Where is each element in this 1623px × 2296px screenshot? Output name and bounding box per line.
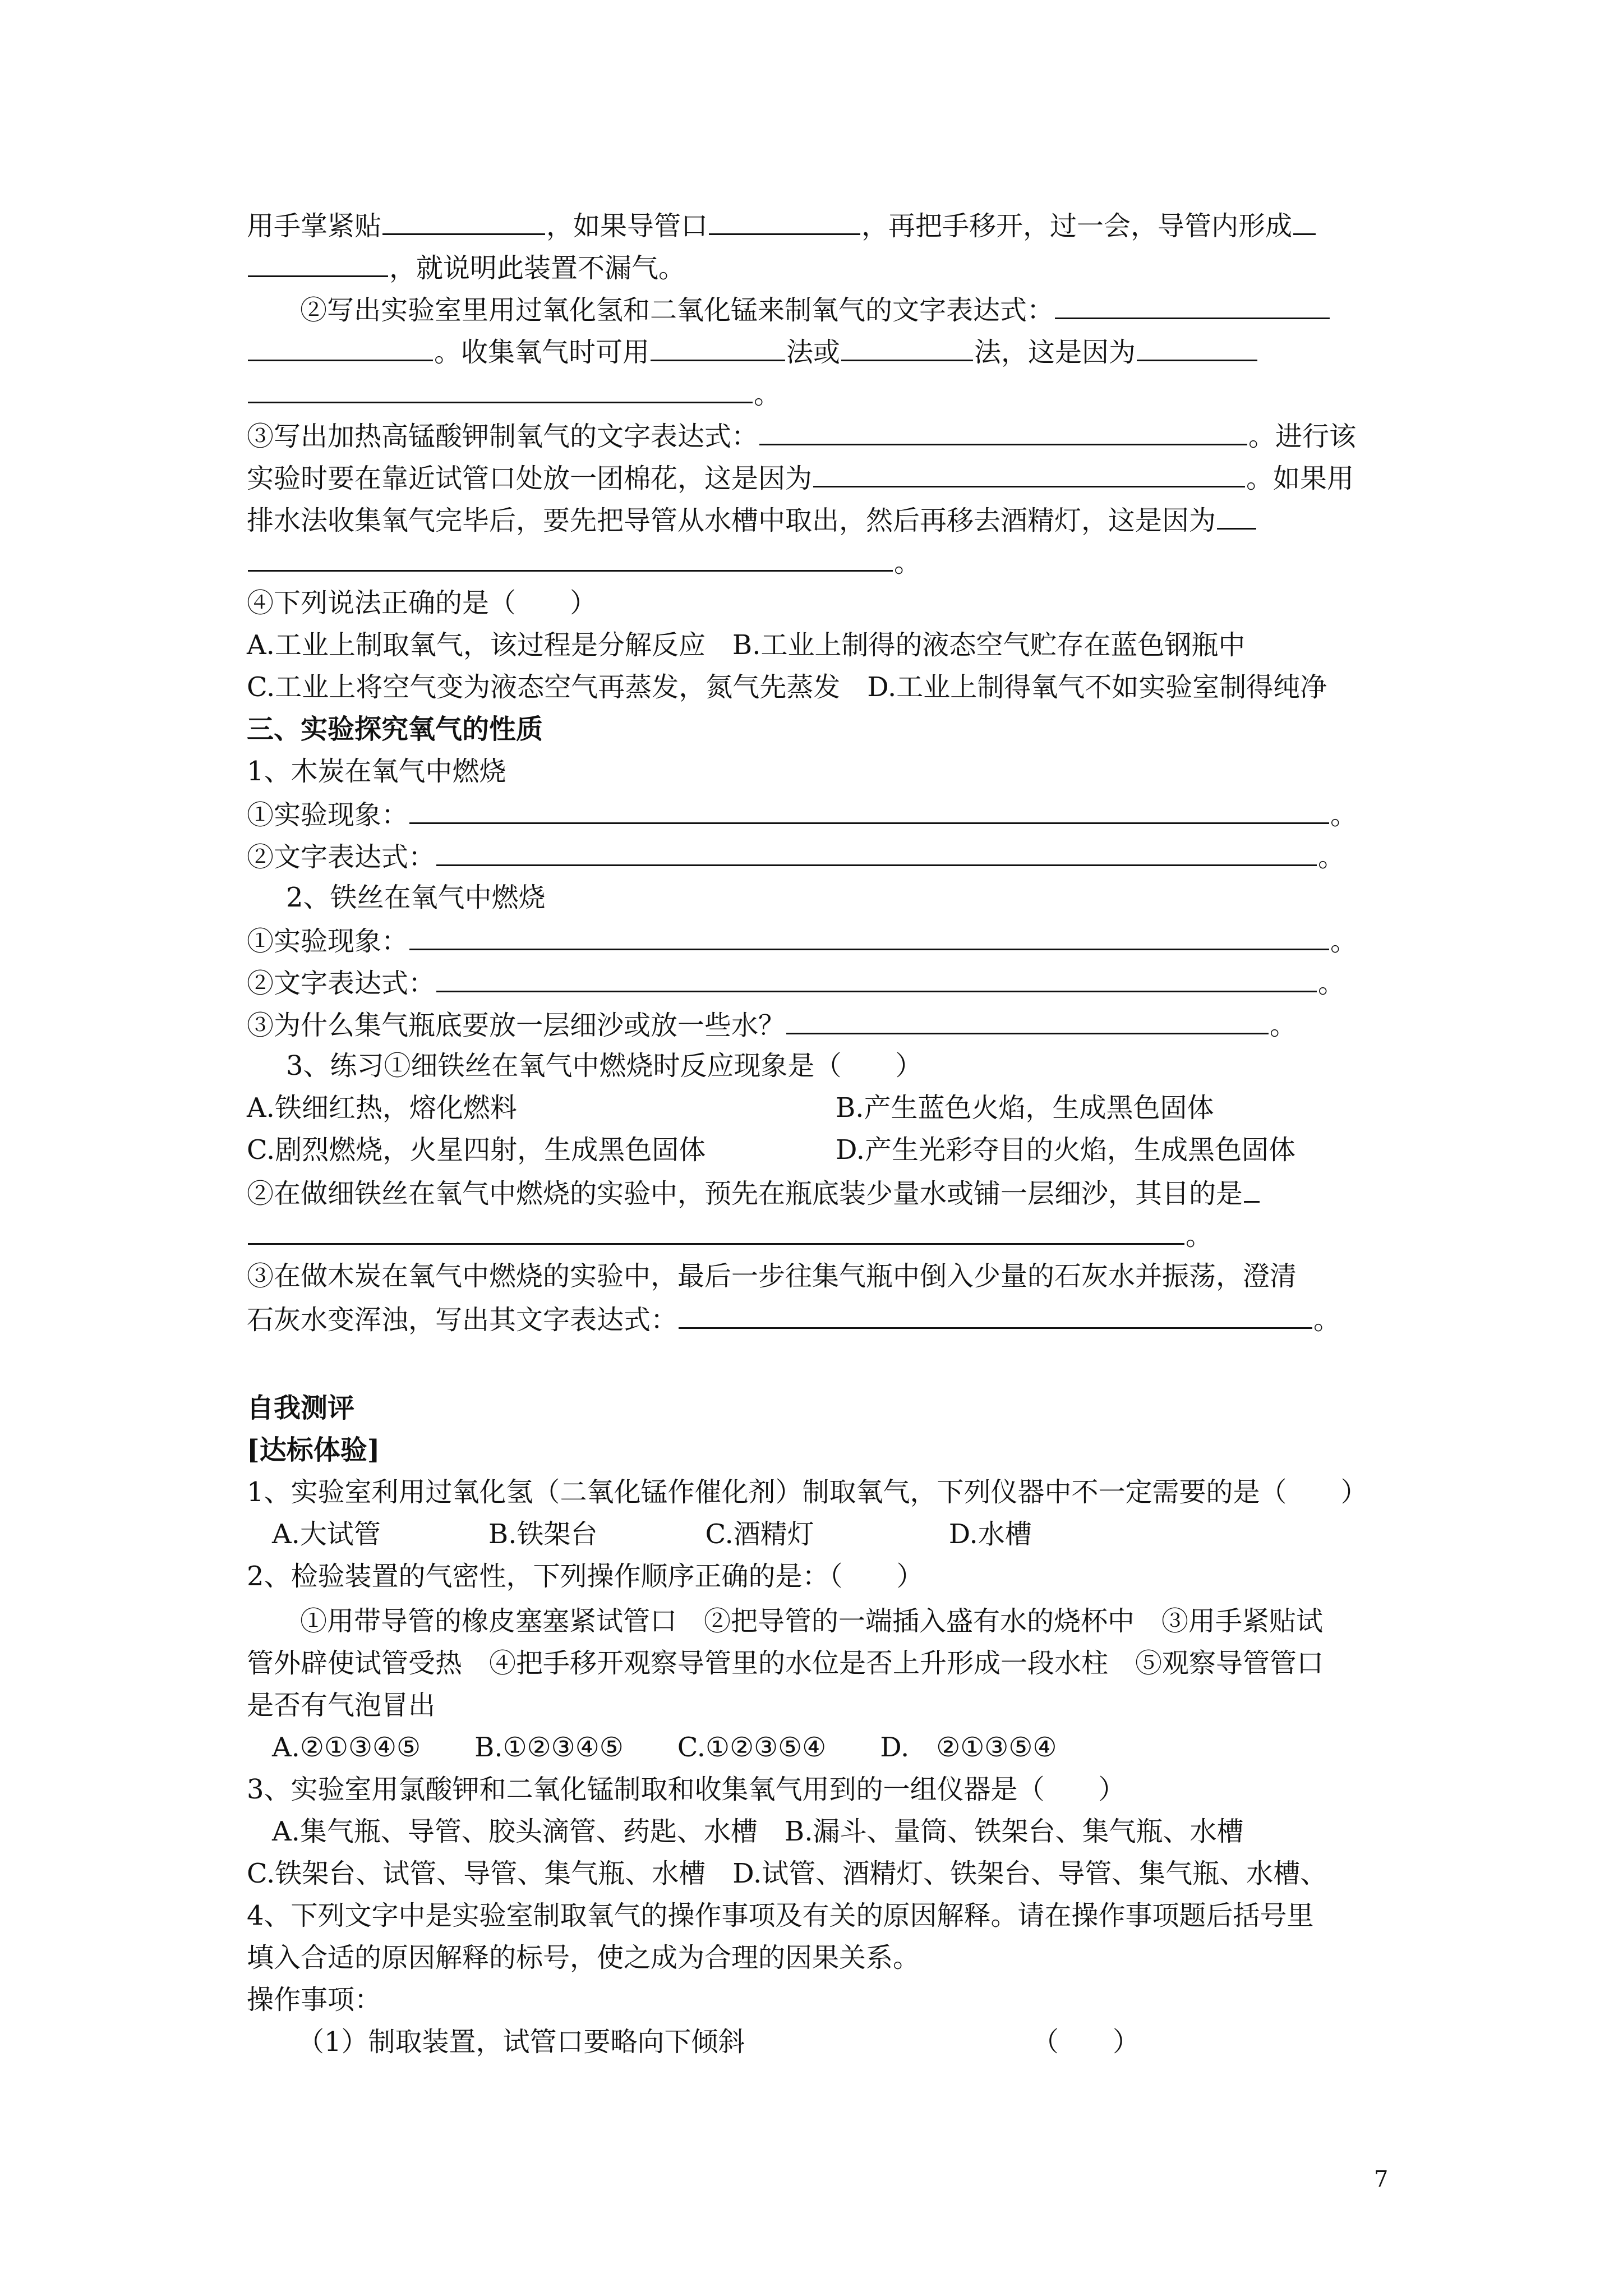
text-line bbox=[247, 376, 781, 409]
text-segment: 自我测评 bbox=[247, 1392, 355, 1424]
text-segment: ①实验现象： bbox=[247, 926, 409, 957]
text-segment: 2、铁丝在氧气中燃烧 bbox=[286, 882, 546, 913]
blank-line bbox=[248, 1217, 1184, 1245]
text-line bbox=[247, 1646, 1324, 1680]
option-line bbox=[272, 1731, 1057, 1764]
blank-line bbox=[409, 923, 1329, 950]
text-line bbox=[247, 502, 1257, 536]
blank-line bbox=[841, 334, 973, 361]
text-segment: 石灰水变浑浊，写出其文字表达式： bbox=[247, 1304, 678, 1336]
text-line bbox=[247, 797, 1357, 830]
text-segment: C.剧烈燃烧，火星四射，生成黑色固体 bbox=[247, 1134, 706, 1166]
text-segment: 操作事项： bbox=[247, 1984, 382, 2016]
text-segment: 排水法收集氧气完毕后，要先把导管从水槽中取出，然后再移去酒精灯，这是因为 bbox=[247, 505, 1216, 536]
text-segment: [达标体验] bbox=[247, 1434, 380, 1466]
text-segment: 。 bbox=[1186, 1220, 1213, 1251]
text-line bbox=[247, 250, 685, 283]
text-line bbox=[247, 1259, 1297, 1293]
text-segment: ②文字表达式： bbox=[247, 968, 436, 999]
text-line bbox=[247, 1688, 435, 1722]
text-segment: D.产生光彩夺目的火焰，生成黑色固体 bbox=[836, 1134, 1296, 1166]
question-text bbox=[247, 1559, 924, 1593]
question-text bbox=[247, 1773, 1126, 1806]
text-segment: 。收集氧气时可用 bbox=[434, 337, 650, 368]
text-line bbox=[300, 1604, 1323, 1638]
text-line bbox=[247, 923, 1357, 956]
text-segment: ②在做细铁丝在氧气中燃烧的实验中，预先在瓶底装少量水或铺一层细沙，其目的是 bbox=[247, 1178, 1243, 1209]
subsection-heading bbox=[286, 881, 546, 914]
blank-line bbox=[436, 965, 1317, 992]
blank-line bbox=[1055, 292, 1330, 319]
text-line bbox=[247, 1983, 381, 2017]
text-line bbox=[247, 334, 1258, 367]
question-text bbox=[247, 1475, 1368, 1509]
option-line bbox=[247, 628, 1245, 662]
text-segment: 。 bbox=[1270, 1010, 1297, 1041]
text-segment: ②文字表达式： bbox=[247, 841, 436, 873]
blank-line bbox=[679, 1301, 1312, 1329]
text-segment: 。 bbox=[1330, 799, 1358, 831]
blank-line bbox=[813, 460, 1245, 487]
text-segment: C.铁架台、试管、导管、集气瓶、水槽 D.试管、酒精灯、铁架台、导管、集气瓶、水槽、 bbox=[247, 1858, 1327, 1889]
text-segment: 。 bbox=[1313, 1304, 1341, 1336]
question-text bbox=[247, 586, 597, 620]
text-segment: 3、实验室用氯酸钾和二氧化锰制取和收集氧气用到的一组仪器是（ ） bbox=[247, 1774, 1126, 1805]
text-line bbox=[247, 1941, 920, 1975]
text-segment: ③写出加热高锰酸钾制氧气的文字表达式： bbox=[247, 421, 759, 452]
text-segment: ，就说明此装置不漏气。 bbox=[389, 252, 686, 284]
text-line bbox=[247, 839, 1345, 872]
text-segment: ③为什么集气瓶底要放一层细沙或放一些水？ bbox=[247, 1010, 786, 1041]
text-line bbox=[247, 1175, 1261, 1209]
text-segment: ③在做木炭在氧气中燃烧的实验中，最后一步往集气瓶中倒入少量的石灰水并振荡，澄清 bbox=[247, 1260, 1297, 1292]
text-segment: ④下列说法正确的是（ ） bbox=[247, 587, 597, 619]
text-line bbox=[247, 1007, 1297, 1041]
question-text bbox=[247, 1899, 1314, 1932]
text-line bbox=[247, 965, 1345, 999]
option-d bbox=[836, 1133, 1295, 1167]
page-number: 7 bbox=[1374, 2166, 1389, 2192]
option-c bbox=[247, 1133, 706, 1167]
text-segment: C.工业上将空气变为液态空气再蒸发，氮气先蒸发 D.工业上制得氧气不如实验室制得纯净 bbox=[247, 671, 1327, 703]
text-segment: A.工业上制取氧气，该过程是分解反应 B.工业上制得的液态空气贮存在蓝色钢瓶中 bbox=[247, 629, 1246, 661]
text-line bbox=[247, 544, 921, 578]
option-line bbox=[247, 1857, 1327, 1890]
text-line bbox=[247, 1301, 1340, 1335]
option-a bbox=[247, 1091, 517, 1125]
option-line bbox=[272, 1815, 1243, 1848]
text-segment: ，再把手移开，过一会，导管内形成 bbox=[861, 210, 1293, 242]
text-segment: ，如果导管口 bbox=[546, 210, 708, 242]
text-segment: 。进行该 bbox=[1248, 421, 1357, 452]
blank-line bbox=[248, 376, 753, 403]
text-segment: 法，这是因为 bbox=[974, 337, 1136, 368]
text-segment: ②写出实验室里用过氧化氢和二氧化锰来制氧气的文字表达式： bbox=[300, 295, 1054, 326]
option-b bbox=[836, 1091, 1214, 1125]
text-segment: 。 bbox=[1330, 926, 1358, 957]
blank-line bbox=[1293, 208, 1316, 235]
subsection-heading bbox=[247, 754, 506, 788]
option-line bbox=[272, 1517, 1032, 1551]
text-line bbox=[247, 460, 1354, 494]
blank-line bbox=[248, 334, 433, 361]
blank-line bbox=[409, 797, 1329, 824]
blank-line bbox=[382, 208, 545, 235]
text-line bbox=[247, 208, 1317, 241]
text-segment: 1、木炭在氧气中燃烧 bbox=[247, 756, 506, 787]
subsection-heading bbox=[247, 1433, 380, 1467]
text-segment: 3、练习①细铁丝在氧气中燃烧时反应现象是（ ） bbox=[286, 1050, 923, 1082]
text-segment: A.②①③④⑤ B.①②③④⑤ C.①②③⑤④ D. ②①③⑤④ bbox=[272, 1732, 1057, 1763]
text-segment: 2、检验装置的气密性，下列操作顺序正确的是：（ ） bbox=[247, 1561, 924, 1592]
text-segment: ①实验现象： bbox=[247, 799, 409, 831]
text-segment: A.大试管 B.铁架台 C.酒精灯 D.水槽 bbox=[272, 1519, 1032, 1550]
text-segment: 是否有气泡冒出 bbox=[247, 1690, 436, 1721]
text-segment: 法或 bbox=[786, 337, 841, 368]
blank-line bbox=[248, 250, 388, 277]
text-segment: 管外辟使试管受热 ④把手移开观察导管里的水位是否上升形成一段水柱 ⑤观察导管管口 bbox=[247, 1648, 1324, 1679]
question-text bbox=[286, 1049, 923, 1083]
text-segment: B.产生蓝色火焰，生成黑色固体 bbox=[836, 1092, 1214, 1124]
blank-line bbox=[248, 544, 893, 572]
text-segment: 填入合适的原因解释的标号，使之成为合理的因果关系。 bbox=[247, 1942, 920, 1973]
text-segment: （ ） bbox=[1032, 2026, 1140, 2058]
answer-parentheses bbox=[1032, 2025, 1140, 2059]
text-segment: 用手掌紧贴 bbox=[247, 210, 382, 242]
text-segment: （1）制取装置，试管口要略向下倾斜 bbox=[297, 2026, 745, 2058]
text-segment: 。如果用 bbox=[1246, 463, 1354, 494]
text-segment: 实验时要在靠近试管口处放一团棉花，这是因为 bbox=[247, 463, 813, 494]
section-heading bbox=[247, 712, 543, 746]
text-segment: 。 bbox=[894, 547, 921, 578]
text-segment: A.集气瓶、导管、胶头滴管、药匙、水槽 B.漏斗、量筒、铁架台、集气瓶、水槽 bbox=[272, 1816, 1244, 1847]
text-line bbox=[300, 292, 1331, 325]
text-segment: 。 bbox=[1318, 841, 1345, 873]
blank-line bbox=[786, 1007, 1269, 1034]
text-line bbox=[247, 1217, 1212, 1251]
option-line bbox=[247, 670, 1327, 704]
text-segment: 1、实验室利用过氧化氢（二氧化锰作催化剂）制取氧气，下列仪器中不一定需要的是（ ） bbox=[247, 1476, 1368, 1508]
blank-line bbox=[651, 334, 785, 361]
text-line bbox=[247, 418, 1356, 452]
blank-line bbox=[759, 418, 1247, 445]
text-segment: 。 bbox=[754, 379, 781, 410]
blank-line bbox=[1217, 502, 1256, 530]
blank-line bbox=[1137, 334, 1257, 361]
text-segment: 。 bbox=[1318, 968, 1345, 999]
blank-line bbox=[436, 839, 1317, 866]
text-line bbox=[297, 2025, 745, 2059]
section-heading bbox=[247, 1391, 354, 1425]
text-segment: A.铁细红热，熔化燃料 bbox=[247, 1092, 517, 1124]
text-segment: 三、实验探究氧气的性质 bbox=[247, 714, 543, 745]
blank-line bbox=[709, 208, 860, 235]
blank-line bbox=[1244, 1175, 1260, 1203]
text-segment: 4、下列文字中是实验室制取氧气的操作事项及有关的原因解释。请在操作事项题后括号里 bbox=[247, 1900, 1314, 1931]
text-segment: ①用带导管的橡皮塞塞紧试管口 ②把导管的一端插入盛有水的烧杯中 ③用手紧贴试 bbox=[300, 1605, 1324, 1637]
